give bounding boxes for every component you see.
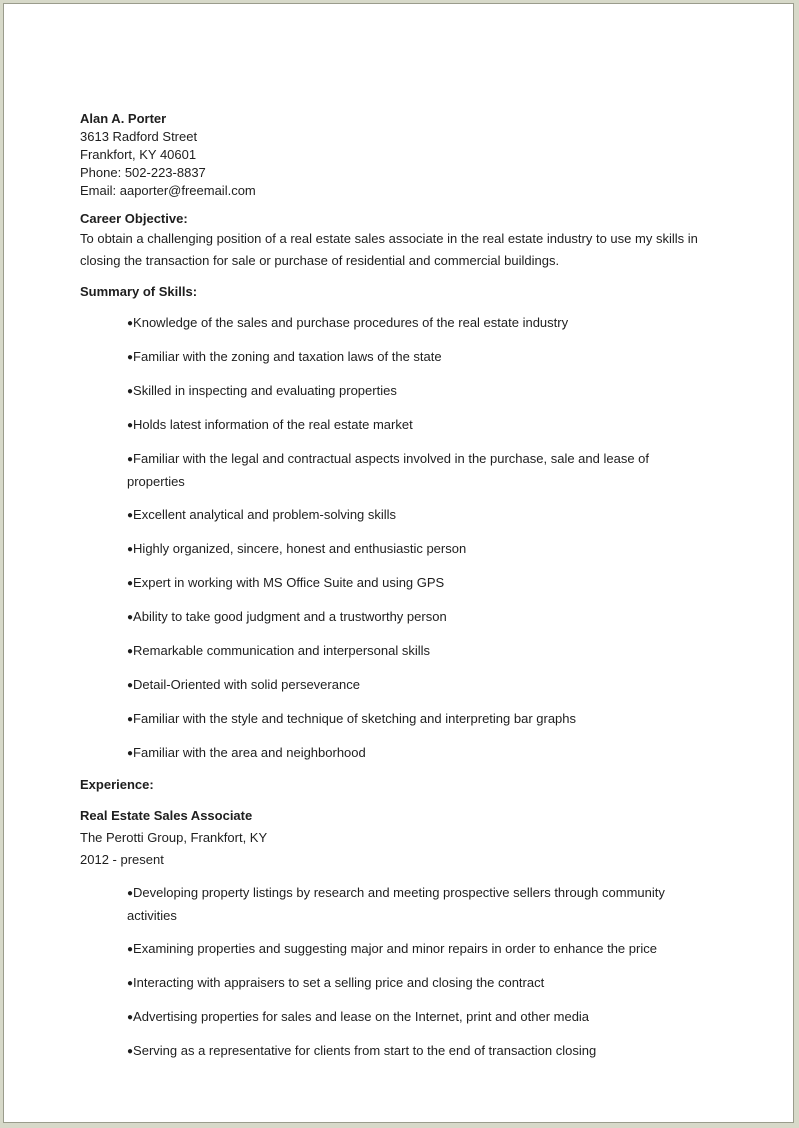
job-company: The Perotti Group, Frankfort, KY — [80, 830, 268, 845]
list-item — [127, 674, 687, 697]
document-page — [3, 3, 794, 1123]
list-item — [127, 312, 687, 335]
resume-content — [80, 110, 730, 1063]
list-item — [127, 448, 687, 493]
skills-list — [80, 312, 687, 765]
contact-name: Alan A. Porter — [80, 111, 167, 126]
list-item — [127, 380, 687, 403]
list-item — [127, 606, 687, 629]
bullet-icon: ● — [127, 352, 134, 363]
list-item — [127, 742, 687, 765]
bullet-icon: ● — [127, 420, 134, 431]
job-title: Real Estate Sales Associate — [80, 808, 253, 823]
objective-heading: Career Objective: — [80, 211, 188, 226]
bullet-icon: ● — [127, 544, 134, 555]
list-item-text: Ability to take good judgment and a trustworthy person — [133, 609, 447, 624]
experience-list — [80, 882, 687, 1063]
list-item-text: Remarkable communication and interpersonal skills — [133, 643, 431, 658]
bullet-icon: ● — [127, 748, 134, 759]
list-item-text: Expert in working with MS Office Suite and using GPS — [133, 575, 445, 590]
list-item-text: Excellent analytical and problem-solving skills — [133, 507, 397, 522]
list-item-text: Familiar with the style and technique of sketching and interpreting bar graphs — [133, 711, 577, 726]
list-item-text: Highly organized, sincere, honest and enthusiastic person — [133, 541, 467, 556]
bullet-icon: ● — [127, 714, 134, 725]
list-item — [127, 882, 687, 927]
list-item-text: Serving as a representative for clients from start to the end of transaction closing — [133, 1043, 597, 1058]
bullet-icon: ● — [127, 318, 134, 329]
list-item-text: Detail-Oriented with solid perseverance — [133, 677, 360, 692]
list-item — [127, 538, 687, 561]
list-item — [127, 572, 687, 595]
list-item-text: Examining properties and suggesting major and minor repairs in order to enhance the price — [133, 941, 657, 956]
list-item-text: Skilled in inspecting and evaluating properties — [133, 383, 397, 398]
list-item — [127, 504, 687, 527]
bullet-icon: ● — [127, 510, 134, 521]
bullet-icon: ● — [127, 1046, 134, 1057]
skills-heading: Summary of Skills: — [80, 284, 198, 299]
list-item — [127, 346, 687, 369]
bullet-icon: ● — [127, 978, 134, 989]
list-item — [127, 938, 687, 961]
job-dates: 2012 - present — [80, 852, 164, 867]
bullet-icon: ● — [127, 454, 134, 465]
list-item-text: Interacting with appraisers to set a selling price and closing the contract — [133, 975, 545, 990]
contact-phone: Phone: 502-223-8837 — [80, 165, 206, 180]
bullet-icon: ● — [127, 646, 134, 657]
contact-city: Frankfort, KY 40601 — [80, 147, 197, 162]
list-item-text: Advertising properties for sales and lease on the Internet, print and other media — [133, 1009, 590, 1024]
bullet-icon: ● — [127, 578, 134, 589]
bullet-icon: ● — [127, 612, 134, 623]
bullet-icon: ● — [127, 944, 134, 955]
experience-heading: Experience: — [80, 777, 154, 792]
bullet-icon: ● — [127, 386, 134, 397]
list-item-text: Familiar with the zoning and taxation laws of the state — [133, 349, 442, 364]
bullet-icon: ● — [127, 1012, 134, 1023]
list-item-text: Familiar with the legal and contractual aspects involved in the purchase, sale and lease of properties — [127, 451, 650, 489]
list-item — [127, 640, 687, 663]
list-item-text: Familiar with the area and neighborhood — [133, 745, 366, 760]
list-item — [127, 1006, 687, 1029]
list-item-text: Developing property listings by research and meeting prospective sellers through community activities — [127, 885, 665, 923]
bullet-icon: ● — [127, 888, 134, 899]
bullet-icon: ● — [127, 680, 134, 691]
list-item-text: Knowledge of the sales and purchase procedures of the real estate industry — [133, 315, 569, 330]
contact-street: 3613 Radford Street — [80, 129, 198, 144]
objective-text: To obtain a challenging position of a real estate sales associate in the real estate industry to use my skills in closing the transaction for sale or purchase of residential and commercial buildings. — [80, 231, 698, 268]
list-item — [127, 414, 687, 437]
list-item — [127, 1040, 687, 1063]
list-item — [127, 972, 687, 995]
list-item-text: Holds latest information of the real estate market — [133, 417, 413, 432]
contact-email: Email: aaporter@freemail.com — [80, 183, 256, 198]
list-item — [127, 708, 687, 731]
